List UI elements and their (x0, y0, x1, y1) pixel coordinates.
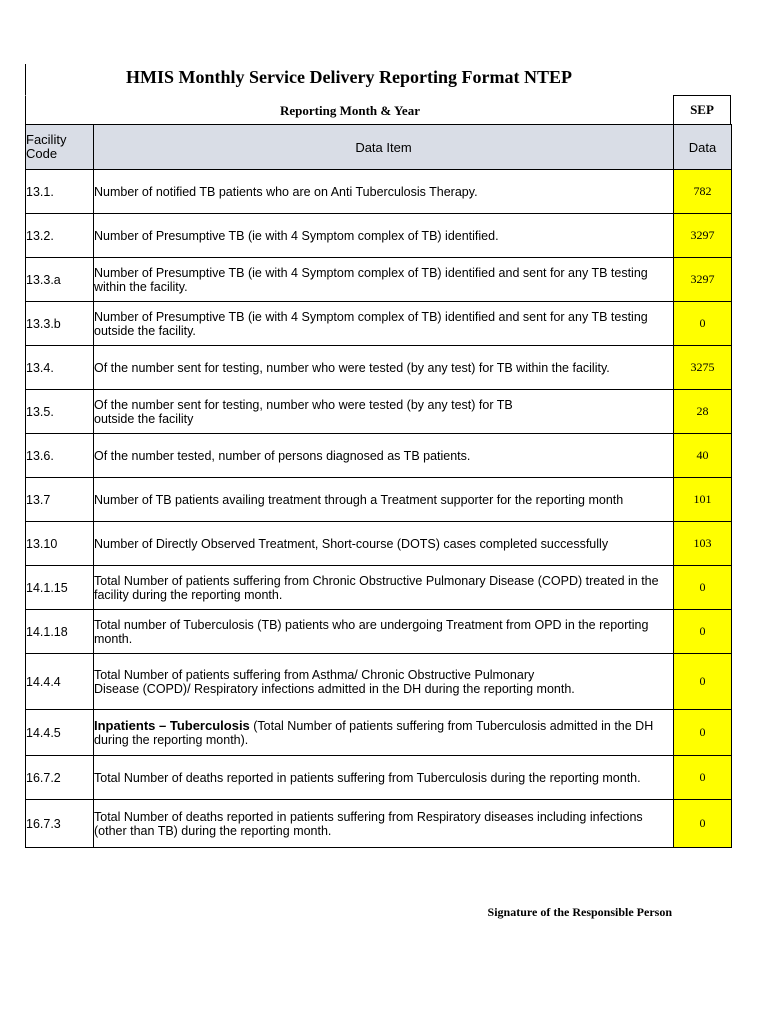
row-item-lead: Inpatients – Tuberculosis (94, 717, 250, 733)
data-item-header: Data Item (94, 125, 674, 170)
row-code: 13.2. (26, 214, 94, 258)
row-code: 13.7 (26, 478, 94, 522)
row-value: 0 (674, 610, 732, 654)
table-row (26, 522, 732, 566)
row-value: 0 (674, 302, 732, 346)
row-code: 13.3.a (26, 258, 94, 302)
table-row (26, 434, 732, 478)
data-table (25, 124, 732, 848)
reporting-month-row (25, 95, 731, 125)
signature-label: Signature of the Responsible Person (487, 905, 672, 919)
row-item-rest: (Total Number of patients suffering from Tuberculosis admitted in the DH during the reporting month). (94, 718, 654, 747)
row-code: 13.10 (26, 522, 94, 566)
table-row (26, 756, 732, 800)
row-item: Number of Presumptive TB (ie with 4 Symptom complex of TB) identified and sent for any TB testing within the facility. (94, 258, 674, 302)
row-item (94, 654, 674, 710)
row-item (94, 710, 674, 756)
reporting-month-label: Reporting Month & Year (25, 95, 674, 125)
row-value: 101 (674, 478, 732, 522)
row-item: Of the number sent for testing, number who were tested (by any test) for TB within the facility. (94, 346, 674, 390)
row-code: 14.1.15 (26, 566, 94, 610)
row-code: 14.4.4 (26, 654, 94, 710)
table-row (26, 302, 732, 346)
table-row (26, 566, 732, 610)
row-code: 13.4. (26, 346, 94, 390)
data-header: Data (674, 125, 732, 170)
table-row (26, 390, 732, 434)
table-header-row (26, 125, 732, 170)
row-code: 16.7.3 (26, 800, 94, 848)
row-value: 0 (674, 710, 732, 756)
row-value: 3297 (674, 214, 732, 258)
row-item: Of the number tested, number of persons diagnosed as TB patients. (94, 434, 674, 478)
row-item (94, 390, 674, 434)
table-row (26, 346, 732, 390)
row-code: 16.7.2 (26, 756, 94, 800)
row-item: Total Number of deaths reported in patients suffering from Respiratory diseases including infections (other than TB) during the reporting month. (94, 800, 674, 848)
facility-code-header-line2: Code (26, 146, 58, 161)
row-item: Number of Directly Observed Treatment, Short-course (DOTS) cases completed successfully (94, 522, 674, 566)
row-code: 13.3.b (26, 302, 94, 346)
row-value: 3275 (674, 346, 732, 390)
row-code: 13.6. (26, 434, 94, 478)
table-row (26, 258, 732, 302)
row-item-line1: Total Number of patients suffering from Asthma/ Chronic Obstructive Pulmonary (94, 667, 535, 682)
row-item-line1: Of the number sent for testing, number who were tested (by any test) for TB (94, 397, 513, 412)
row-code: 14.4.5 (26, 710, 94, 756)
table-row (26, 800, 732, 848)
row-value: 28 (674, 390, 732, 434)
table-row (26, 710, 732, 756)
row-value: 0 (674, 566, 732, 610)
table-row (26, 478, 732, 522)
row-value: 782 (674, 170, 732, 214)
row-item: Number of notified TB patients who are on Anti Tuberculosis Therapy. (94, 170, 674, 214)
row-value: 0 (674, 756, 732, 800)
row-item: Total Number of deaths reported in patients suffering from Tuberculosis during the reporting month. (94, 756, 674, 800)
facility-code-header (26, 125, 94, 170)
row-item: Number of TB patients availing treatment through a Treatment supporter for the reporting month (94, 478, 674, 522)
facility-code-header-line1: Facility (26, 132, 67, 147)
table-row (26, 170, 732, 214)
row-value: 103 (674, 522, 732, 566)
row-value: 0 (674, 800, 732, 848)
table-row (26, 654, 732, 710)
row-code: 13.5. (26, 390, 94, 434)
row-value: 3297 (674, 258, 732, 302)
row-item-line2: outside the facility (94, 411, 194, 426)
row-item: Number of Presumptive TB (ie with 4 Symptom complex of TB) identified. (94, 214, 674, 258)
row-code: 13.1. (26, 170, 94, 214)
row-item: Number of Presumptive TB (ie with 4 Symptom complex of TB) identified and sent for any TB testing outside the facility. (94, 302, 674, 346)
page-title: HMIS Monthly Service Delivery Reporting Format NTEP (126, 67, 572, 87)
row-item: Total number of Tuberculosis (TB) patients who are undergoing Treatment from OPD in the reporting month. (94, 610, 674, 654)
reporting-month-value: SEP (673, 95, 731, 125)
row-value: 0 (674, 654, 732, 710)
row-item-line2: Disease (COPD)/ Respiratory infections admitted in the DH during the reporting month. (94, 681, 575, 696)
row-item: Total Number of patients suffering from Chronic Obstructive Pulmonary Disease (COPD) treated in the facility during the reporting month. (94, 566, 674, 610)
row-code: 14.1.18 (26, 610, 94, 654)
table-row (26, 610, 732, 654)
row-value: 40 (674, 434, 732, 478)
table-row (26, 214, 732, 258)
